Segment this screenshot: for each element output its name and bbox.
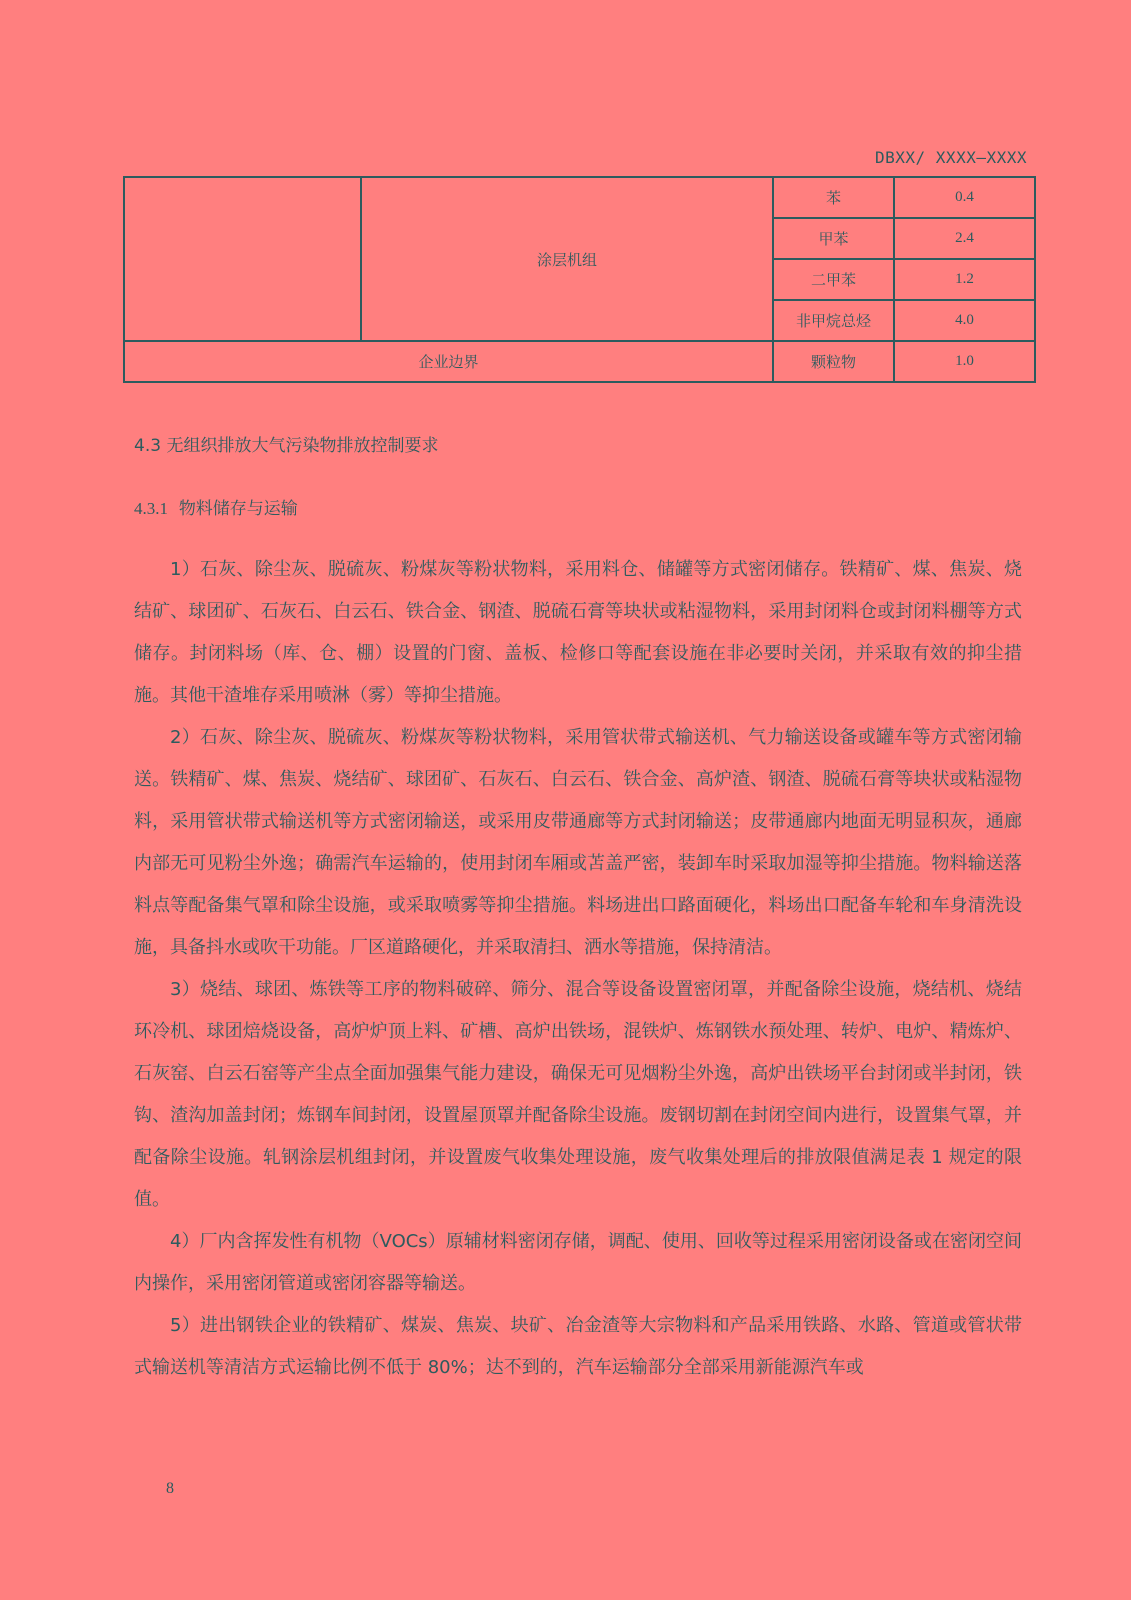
subsection-number: 4.3.1	[134, 499, 168, 518]
limit-value-cell: 1.0	[894, 341, 1035, 382]
paragraph: 4）厂内含挥发性有机物（VOCs）原辅材料密闭存储，调配、使用、回收等过程采用密闭设备或在密闭空间内操作，采用密闭管道或密闭容器等输送。	[134, 1231, 1022, 1294]
boundary-cell: 企业边界	[124, 341, 773, 382]
paragraph: 5）进出钢铁企业的铁精矿、煤炭、焦炭、块矿、冶金渣等大宗物料和产品采用铁路、水路、管道或管状带式输送机等清洁方式运输比例不低于 80%；达不到的，汽车运输部分全部采用新能源汽车或	[134, 1315, 1022, 1378]
page-number: 8	[166, 1480, 174, 1497]
pollutant-cell: 甲苯	[773, 218, 894, 259]
empty-cell	[124, 177, 361, 341]
paragraph: 2）石灰、除尘灰、脱硫灰、粉煤灰等粉状物料，采用管状带式输送机、气力输送设备或罐车等方式密闭输送。铁精矿、煤、焦炭、烧结矿、球团矿、石灰石、白云石、铁合金、高炉渣、钢渣、脱硫石膏等块状或粘湿物料，采用管状带式输送机等方式密闭输送，或采用皮带通廊等方式封闭输送；皮带通廊内地面无明显积灰，通廊内部无可见粉尘外逸；确需汽车运输的，使用封闭车厢或苫盖严密，装卸车时采取加湿等抑尘措施。物料输送落料点等配备集气罩和除尘设施，或采取喷雾等抑尘措施。料场进出口路面硬化，料场出口配备车轮和车身清洗设施，具备抖水或吹干功能。厂区道路硬化，并采取清扫、洒水等措施，保持清洁。	[134, 727, 1022, 958]
subsection-title: 物料储存与运输	[178, 499, 298, 519]
paragraph: 1）石灰、除尘灰、脱硫灰、粉煤灰等粉状物料，采用料仓、储罐等方式密闭储存。铁精矿、煤、焦炭、烧结矿、球团矿、石灰石、白云石、铁合金、钢渣、脱硫石膏等块状或粘湿物料，采用封闭料仓或封闭料棚等方式储存。封闭料场（库、仓、棚）设置的门窗、盖板、检修口等配套设施在非必要时关闭，并采取有效的抑尘措施。其他干渣堆存采用喷淋（雾）等抑尘措施。	[134, 559, 1022, 706]
subsection-heading	[134, 494, 298, 519]
paragraph: 3）烧结、球团、炼铁等工序的物料破碎、筛分、混合等设备设置密闭罩，并配备除尘设施，烧结机、烧结环冷机、球团焙烧设备，高炉炉顶上料、矿槽、高炉出铁场，混铁炉、炼钢铁水预处理、转炉、电炉、精炼炉、石灰窑、白云石窑等产尘点全面加强集气能力建设，确保无可见烟粉尘外逸，高炉出铁场平台封闭或半封闭，铁钩、渣沟加盖封闭；炼钢车间封闭，设置屋顶罩并配备除尘设施。废钢切割在封闭空间内进行，设置集气罩，并配备除尘设施。轧钢涂层机组封闭，并设置废气收集处理设施，废气收集处理后的排放限值满足表 1 规定的限值。	[134, 979, 1022, 1210]
unit-cell: 涂层机组	[361, 177, 773, 341]
section-heading: 4.3 无组织排放大气污染物排放控制要求	[134, 436, 439, 456]
pollutant-cell: 颗粒物	[773, 341, 894, 382]
pollutant-cell: 非甲烷总烃	[773, 300, 894, 341]
body-text	[134, 549, 1022, 1389]
limit-value-cell: 4.0	[894, 300, 1035, 341]
pollutant-cell: 二甲苯	[773, 259, 894, 300]
table-row	[124, 177, 1035, 218]
table-row	[124, 341, 1035, 382]
pollutant-cell: 苯	[773, 177, 894, 218]
limit-value-cell: 1.2	[894, 259, 1035, 300]
emission-limits-table	[123, 176, 1036, 383]
limit-value-cell: 2.4	[894, 218, 1035, 259]
standard-code: DBXX/ XXXX—XXXX	[875, 148, 1027, 167]
limit-value-cell: 0.4	[894, 177, 1035, 218]
